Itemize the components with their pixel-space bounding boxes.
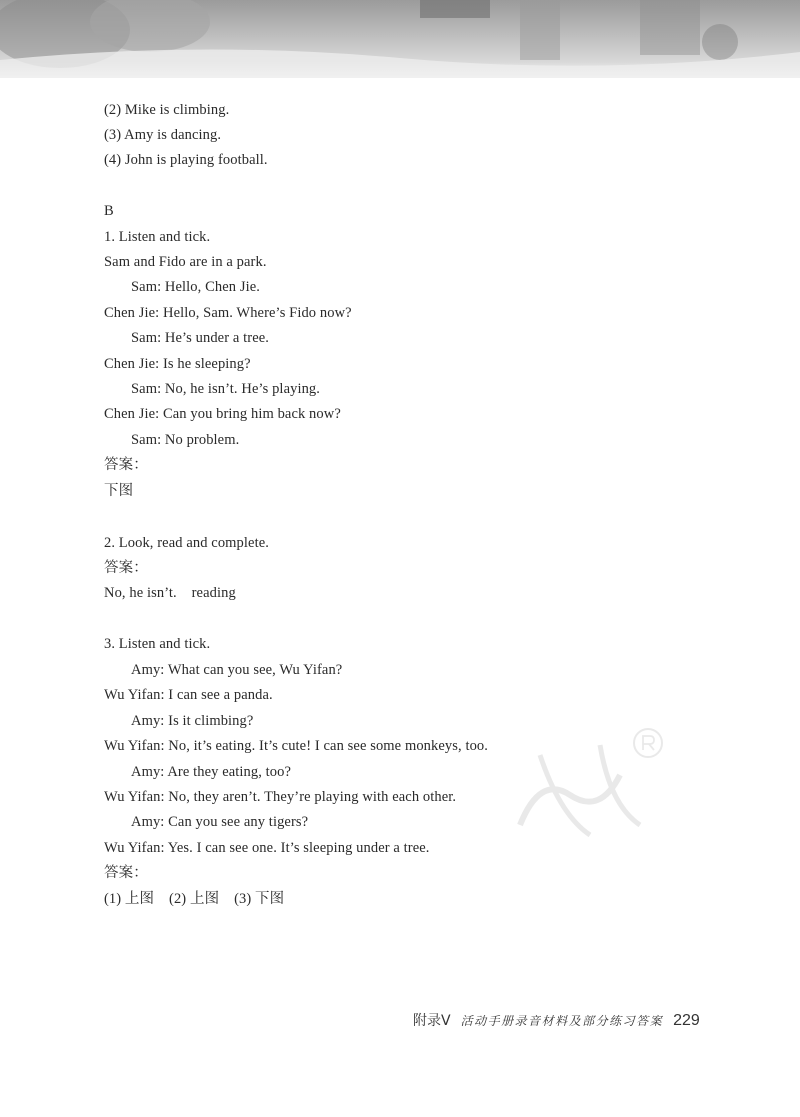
dialogue-line: Sam: He’s under a tree. [131,330,269,346]
page-footer [413,1010,700,1030]
dialogue-line: Chen Jie: Hello, Sam. Where’s Fido now? [104,305,352,321]
dialogue-line: Wu Yifan: No, it’s eating. It’s cute! I can see some monkeys, too. [104,738,489,754]
banner-illustration [0,0,800,78]
answer-label: 答案： [104,865,148,881]
dialogue-line: Amy: Is it climbing? [131,713,254,729]
answer-text: 下图 [104,483,134,499]
dialogue-line: Amy: What can you see, Wu Yifan? [131,662,343,678]
footer-title: 活动手册录音材料及部分练习答案 [460,1014,664,1028]
dialogue-line: Sam: No, he isn’t. He’s playing. [131,381,321,397]
answer-text: No, he isn’t. reading [104,585,236,601]
section-heading-b: B [104,203,114,219]
dialogue-line: Sam: No problem. [131,432,240,448]
answer-text: (1) 上图 (2) 上图 (3) 下图 [104,891,285,907]
header-banner [0,0,800,78]
answer-item-3: (3) Amy is dancing. [104,127,222,143]
dialogue-intro: Sam and Fido are in a park. [104,254,267,270]
dialogue-line: Wu Yifan: Yes. I can see one. It’s sleeping under a tree. [104,840,430,856]
dialogue-line: Wu Yifan: I can see a panda. [104,687,273,703]
answer-label: 答案： [104,457,148,473]
publisher-watermark [500,715,670,865]
dialogue-line: Amy: Are they eating, too? [131,764,292,780]
exercise-2-title: 2. Look, read and complete. [104,535,269,551]
answer-label: 答案： [104,560,148,576]
exercise-3-title: 3. Listen and tick. [104,636,211,652]
page-number: 229 [673,1012,700,1029]
exercise-1-title: 1. Listen and tick. [104,229,211,245]
footer-appendix: 附录Ⅴ [413,1012,451,1028]
dialogue-line: Chen Jie: Is he sleeping? [104,356,251,372]
dialogue-line: Amy: Can you see any tigers? [131,814,309,830]
dialogue-line: Wu Yifan: No, they aren’t. They’re playing with each other. [104,789,457,805]
dialogue-line: Sam: Hello, Chen Jie. [131,279,260,295]
answer-item-4: (4) John is playing football. [104,152,268,168]
answer-item-2: (2) Mike is climbing. [104,102,230,118]
dialogue-line: Chen Jie: Can you bring him back now? [104,406,341,422]
